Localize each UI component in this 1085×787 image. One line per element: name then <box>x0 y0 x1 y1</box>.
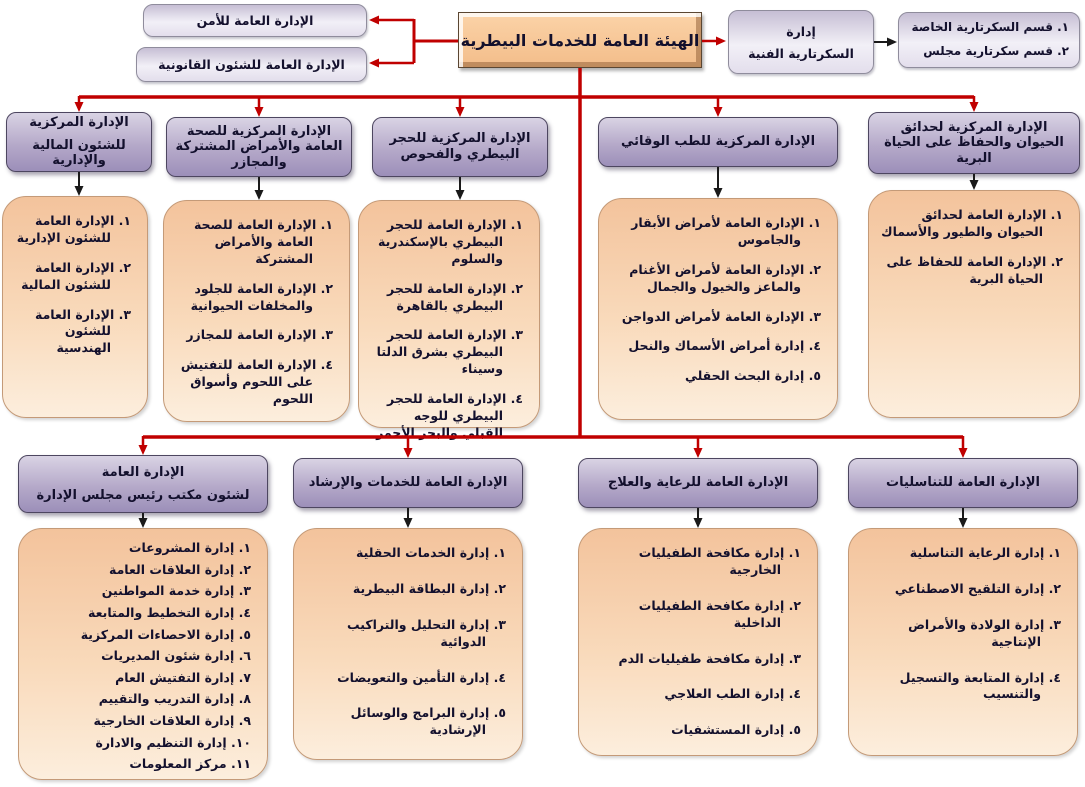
list-item: ٤. إدارة التخطيط والمتابعة <box>87 604 251 620</box>
panel-care-treatment-departments <box>578 528 818 756</box>
box-security-administration <box>143 4 367 37</box>
list-item: ٨. إدارة التدريب والتقييم <box>98 691 251 707</box>
list-item: ١١. مركز المعلومات <box>129 756 251 772</box>
list-item: ٢. الإدارة العامة للحجر البيطري بالقاهرة <box>387 280 523 313</box>
box-label: السكرتارية الفنية <box>748 45 854 61</box>
list-item: ٤. إدارة المتابعة والتسجيل والتنسيب <box>899 669 1061 702</box>
list-item: ٢. إدارة مكافحة الطفيليات الداخلية <box>638 597 801 630</box>
list-item: ٣. إدارة خدمة المواطنين <box>101 583 251 599</box>
header-central-veterinary-quarantine <box>372 117 548 177</box>
list-item: ٢. الإدارة العامة للجلود والمخلفات الحيوانية <box>190 280 333 313</box>
box-secretariat-sections <box>898 12 1080 68</box>
header-label: الإدارة المركزية للحجر البيطري والفحوص <box>389 131 531 162</box>
list-item: ١. الإدارة العامة لأمراض الأبقار والجاموس <box>631 215 821 247</box>
header-label: الإدارة المركزية للصحة العامة والأمراض المشتركة والمجازر <box>175 123 343 170</box>
panel-reproduction-departments <box>848 528 1078 756</box>
list-item: ١. إدارة المشروعات <box>128 540 251 555</box>
header-services-extension <box>293 458 523 508</box>
header-reproduction <box>848 458 1078 508</box>
list-item: ٤. إدارة التأمين والتعويضات <box>337 669 506 685</box>
header-label: لشئون مكتب رئيس مجلس الإدارة <box>36 487 250 503</box>
header-central-preventive-medicine <box>598 117 838 167</box>
list-item: ٥. إدارة المستشفيات <box>671 722 801 738</box>
box-label: الإدارة العامة للشئون القانونية <box>158 57 345 72</box>
list-item: ٣. إدارة التحليل والتراكيب الدوائية <box>347 616 506 649</box>
header-central-zoos-wildlife <box>868 112 1080 174</box>
list-item: ٣. الإدارة العامة للحجر البيطري بشرق الدلتا وسيناء <box>376 327 523 377</box>
panel-financial-admin-departments <box>2 196 148 418</box>
list-item: ٦. إدارة شئون المديريات <box>101 648 251 664</box>
list-item: ١. الإدارة العامة للصحة العامة والأمراض المشتركة <box>193 217 333 266</box>
list-item: ١. إدارة الخدمات الحقلية <box>356 545 506 560</box>
list-item: ٤. الإدارة العامة للحجر البيطري للوجه القبلي والبحر الأحمر <box>376 391 523 440</box>
list-item: ٢. إدارة البطاقة البيطرية <box>352 580 506 596</box>
list-item: ٣. إدارة مكافحة طفيليات الدم <box>618 650 801 666</box>
header-label: الإدارة المركزية للطب الوقائي <box>620 134 816 150</box>
box-label: الإدارة العامة للأمن <box>196 13 314 28</box>
header-label: الإدارة العامة للخدمات والإرشاد <box>308 475 508 491</box>
root-title-box <box>458 12 702 68</box>
panel-services-extension-departments <box>293 528 523 760</box>
list-item: ٤. إدارة أمراض الأسماك والنحل <box>628 338 821 354</box>
list-item: ١. الإدارة العامة للحجر البيطري بالإسكندرية والسلوم <box>378 217 523 266</box>
panel-chairman-office-departments <box>18 528 268 780</box>
list-item: ٣. إدارة الولادة والأمراض الإنتاجية <box>908 616 1061 649</box>
box-technical-secretariat <box>728 10 874 74</box>
list-item: ٣. الإدارة العامة لأمراض الدواجن <box>621 308 821 324</box>
list-item: ٣. الإدارة العامة للشئون الهندسية <box>34 306 131 356</box>
box-legal-affairs-administration <box>136 47 367 82</box>
header-care-treatment <box>578 458 818 508</box>
list-item: ١. الإدارة العامة للشئون الإدارية <box>16 213 131 245</box>
list-item: ٣. الإدارة العامة للمجازر <box>186 327 333 343</box>
list-item: ٢. إدارة التلقيح الاصطناعي <box>894 580 1061 596</box>
list-item: ٢. الإدارة العامة لأمراض الأغنام والماعز والخيول والجمال <box>629 261 821 294</box>
page-title: الهيئة العامة للخدمات البيطرية <box>460 30 700 50</box>
list-item: ٢. قسم سكرتارية مجلس <box>923 44 1069 58</box>
list-item: ٥. إدارة البحث الحقلي <box>684 368 821 384</box>
list-item: ٩. إدارة العلاقات الخارجية <box>93 713 251 728</box>
list-item: ٢. الإدارة العامة للشئون المالية <box>21 259 131 292</box>
list-item: ١٠. إدارة التنظيم والادارة <box>95 734 251 750</box>
list-item: ٤. إدارة الطب العلاجي <box>664 686 801 702</box>
header-label: الإدارة العامة <box>101 464 185 480</box>
header-label: الإدارة المركزية لحدائق الحيوان والحفاظ على الحياة البرية <box>884 119 1064 166</box>
list-item: ١. إدارة مكافحة الطفيليات الخارجية <box>638 545 801 577</box>
header-label: الإدارة العامة للتناسليات <box>886 475 1040 491</box>
header-label: الإدارة العامة للرعاية والعلاج <box>607 475 789 491</box>
box-label: إدارة <box>786 23 816 39</box>
list-item: ٢. إدارة العلاقات العامة <box>108 561 251 577</box>
panel-public-health-departments <box>163 200 350 422</box>
list-item: ١. الإدارة العامة لحدائق الحيوان والطيور والأسماك <box>881 207 1063 239</box>
panel-preventive-medicine-departments <box>598 198 838 420</box>
header-label: الإدارة المركزية <box>29 115 129 131</box>
panel-zoos-wildlife-departments <box>868 190 1080 418</box>
header-central-public-health <box>166 117 352 177</box>
list-item: ٥. إدارة الاحصاءات المركزية <box>80 626 251 642</box>
list-item: ٤. الإدارة العامة للتفتيش على اللحوم وأسواق اللحوم <box>180 357 333 406</box>
list-item: ١. قسم السكرتارية الخاصة <box>911 20 1069 35</box>
list-item: ٢. الإدارة العامة للحفاظ على الحياة البرية <box>886 253 1063 286</box>
header-label: للشئون المالية والإدارية <box>32 137 126 169</box>
list-item: ٥. إدارة البرامج والوسائل الإرشادية <box>350 705 506 738</box>
header-central-financial-admin <box>6 112 152 172</box>
list-item: ٧. إدارة التفتيش العام <box>115 669 251 685</box>
header-chairman-office-affairs <box>18 455 268 513</box>
panel-quarantine-departments <box>358 200 540 440</box>
list-item: ١. إدارة الرعاية التناسلية <box>909 545 1061 560</box>
